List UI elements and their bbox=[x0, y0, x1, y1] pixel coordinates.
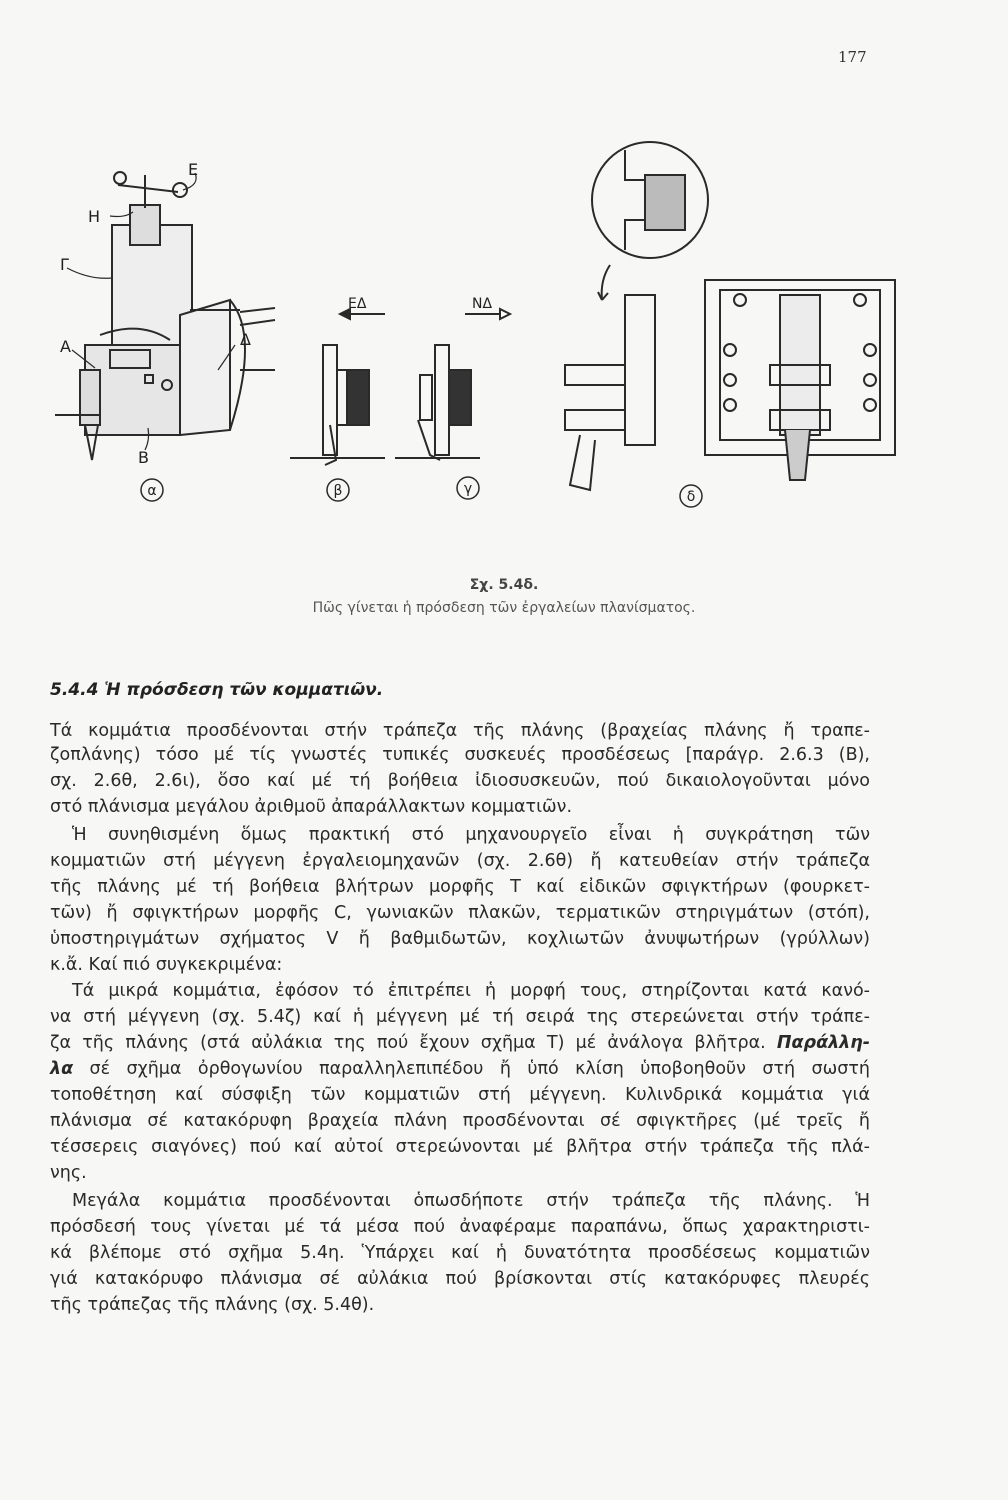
panel-marker-b: β bbox=[333, 483, 343, 499]
body-line bbox=[50, 1032, 870, 1054]
section-heading: 5.4.4 Ἡ πρόσδεση τῶν κομματιῶν. bbox=[50, 680, 384, 700]
panel-markers bbox=[141, 477, 702, 507]
body-line: τῆς τράπεζας τῆς πλάνης (σχ. 5.4θ). bbox=[50, 1295, 375, 1315]
label-H: Η bbox=[88, 207, 101, 226]
body-line: ζοπλάνης) τόσο μέ τίς γνωστές τυπικές συσκευές προσδέσεως [παράγρ. 2.6.3 (Β), bbox=[50, 745, 870, 765]
panel-marker-a: α bbox=[147, 483, 157, 499]
label-D: Δ bbox=[240, 330, 251, 349]
body-line: να στή μέγγενη (σχ. 5.4ζ) καί ἡ μέγγενη μέ τή σειρά της στερεώνεται στήν τράπε- bbox=[50, 1007, 870, 1027]
body-line: στό πλάνισμα μεγάλου ἀριθμοῦ ἀπαράλλακτων κομματιῶν. bbox=[50, 797, 573, 817]
body-line: τῆς πλάνης μέ τή βοήθεια βλήτρων μορφῆς Τ καί εἰδικῶν σφιγκτήρων (φουρκετ- bbox=[50, 877, 870, 897]
panel-marker-d: δ bbox=[686, 489, 696, 505]
label-G: Γ bbox=[60, 255, 69, 274]
body-text-fragment: ζα τῆς πλάνης (στά αὐλάκια της πού ἔχουν σχῆμα Τ) μέ ἀνάλογα βλῆτρα. bbox=[50, 1033, 766, 1053]
body-text-fragment: σέ σχῆμα ὀρθογωνίου παραλληλεπιπέδου ἤ ὑπό κλίση ὑποβοηθοῦν στή σωστή bbox=[89, 1059, 870, 1079]
label-B: Β bbox=[138, 448, 149, 467]
body-line: τέσσερεις σιαγόνες) πού καί αὐτοί στερεώνονται μέ βλῆτρα στήν τράπεζα τῆς πλά- bbox=[50, 1137, 870, 1157]
body-line: Τά κομμάτια προσδένονται στήν τράπεζα τῆς πλάνης (βραχείας πλάνης ἤ τραπε- bbox=[50, 721, 870, 741]
figure-caption-title: Σχ. 5.4δ. bbox=[469, 577, 539, 593]
body-line bbox=[50, 1058, 870, 1080]
body-line: Ἡ συνηθισμένη ὅμως πρακτική στό μηχανουργεῖο εἶναι ἡ συγκράτηση τῶν bbox=[72, 825, 870, 845]
body-line: σχ. 2.6θ, 2.6ι), ὅσο καί μέ τή βοήθεια ἰδιοσυσκευῶν, πού δικαιολογοῦνται μόνο bbox=[50, 771, 870, 791]
body-line: πρόσδεσή τους γίνεται μέ τά μέσα πού ἀναφέραμε παραπάνω, ὅπως χαρακτηριστι- bbox=[50, 1217, 870, 1237]
body-line: κά βλέπομε στό σχῆμα 5.4η. Ὑπάρχει καί ἡ δυνατότητα προσδέσεως κομματιῶν bbox=[50, 1243, 870, 1263]
label-ND: ΝΔ bbox=[472, 296, 493, 312]
body-line: ὑποστηριγμάτων σχήματος V ἤ βαθμιδωτῶν, κοχλιωτῶν ἀνυψωτήρων (γρύλλων) bbox=[50, 929, 870, 949]
label-A: Α bbox=[60, 337, 71, 356]
body-line: γιά κατακόρυφο πλάνισμα σέ αὐλάκια πού βρίσκονται στίς κατακόρυφες πλευρές bbox=[50, 1269, 870, 1289]
body-line: κ.ἄ. Καί πιό συγκεκριμένα: bbox=[50, 955, 283, 975]
body-line: κομματιῶν στή μέγγενη ἐργαλειομηχανῶν (σχ. 2.6θ) ἤ κατευθείαν στήν τράπεζα bbox=[50, 851, 870, 871]
panel-marker-c: γ bbox=[463, 481, 473, 497]
body-line: Μεγάλα κομμάτια προσδένονται ὁπωσδήποτε στήν τράπεζα τῆς πλάνης. Ἡ bbox=[72, 1191, 870, 1211]
tool-motion-drawings bbox=[290, 309, 510, 465]
figure-caption-text: Πῶς γίνεται ἡ πρόσδεση τῶν ἐργαλείων πλανίσματος. bbox=[312, 600, 696, 616]
figure-tool-holding bbox=[40, 130, 940, 520]
body-line: Τά μικρά κομμάτια, ἐφόσον τό ἐπιτρέπει ἡ μορφή τους, στηρίζονται κατά κανό- bbox=[72, 981, 870, 1001]
body-line: τοποθέτηση καί σύσφιξη τῶν κομματιῶν στή μέγγενη. Κυλινδρικά κομμάτια γιά bbox=[50, 1085, 870, 1105]
body-line: νης. bbox=[50, 1163, 87, 1183]
page-number: 177 bbox=[838, 48, 867, 66]
tool-clamping-drawings bbox=[565, 142, 895, 490]
body-bold-fragment: Παράλλη- bbox=[776, 1033, 870, 1053]
label-E: Ε bbox=[188, 160, 199, 179]
body-bold-fragment: λα bbox=[50, 1059, 74, 1079]
body-line: πλάνισμα σέ κατακόρυφη βραχεία πλάνη προσδένονται σέ σφιγκτῆρες (μέ τρεῖς ἤ bbox=[50, 1111, 870, 1131]
body-line: τῶν) ἤ σφιγκτήρων μορφῆς C, γωνιακῶν πλακῶν, τερματικῶν στηριγμάτων (στόπ), bbox=[50, 903, 870, 923]
label-ED: ΕΔ bbox=[348, 296, 367, 312]
